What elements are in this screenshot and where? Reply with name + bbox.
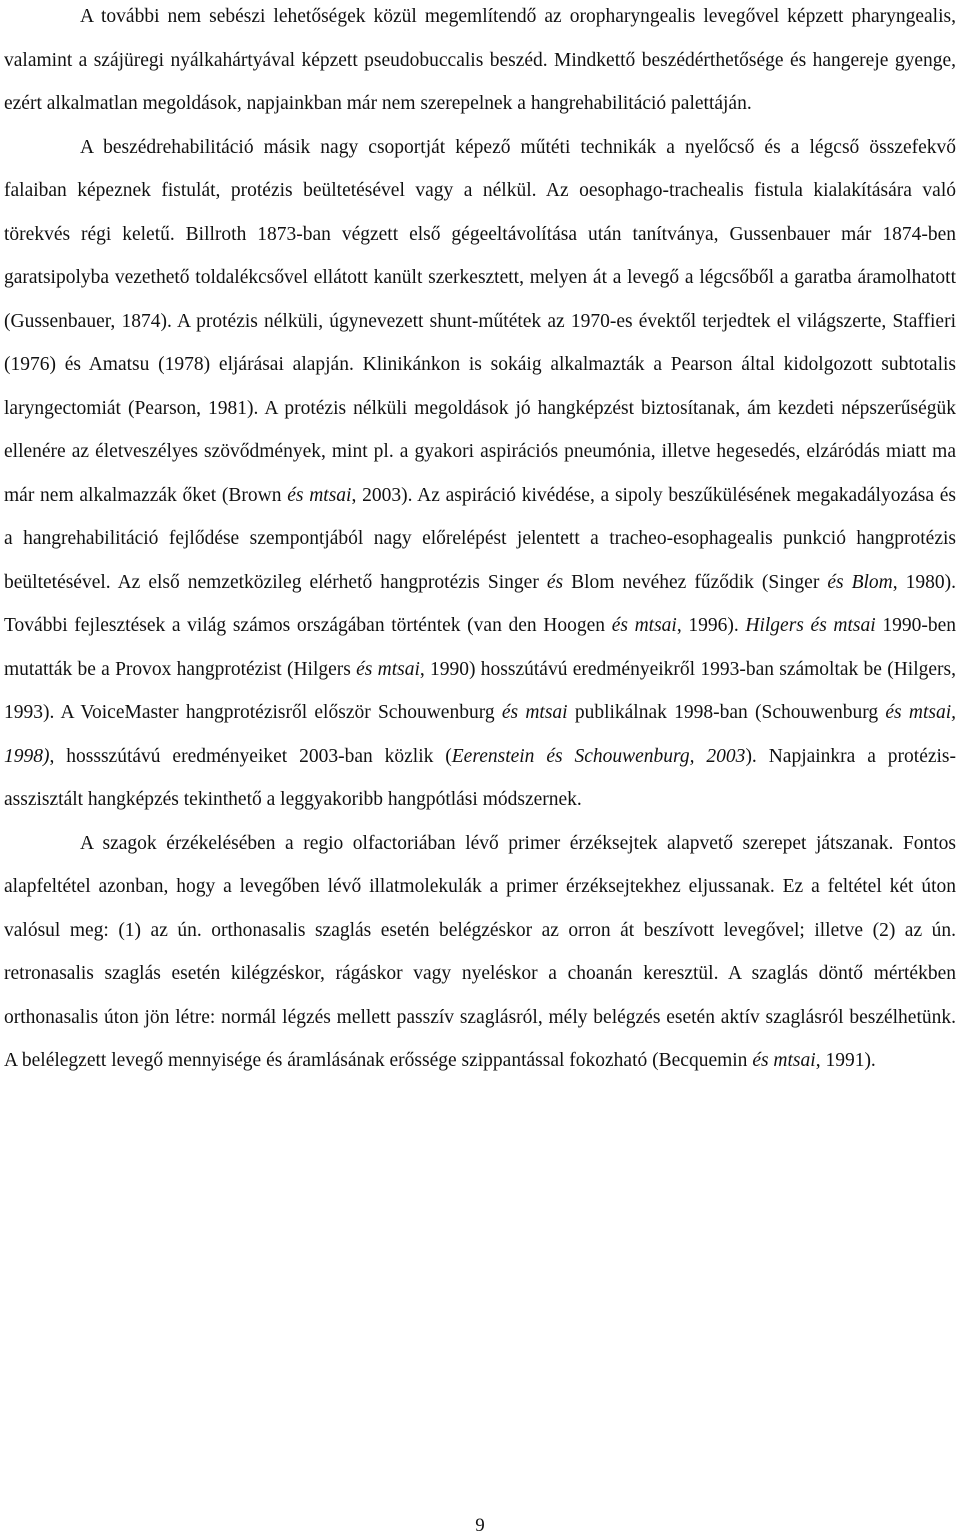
body-text [4,0,956,1083]
text-run: , hossszútávú eredményeiket 2003-ban közlik ( [49,745,452,767]
italic-citation: Hilgers és mtsai [745,615,876,636]
text-run: A beszédrehabilitáció másik nagy csoportját képező műtéti technikák a nyelőcső és a légcső összefekvő falaiban képeznek fistulát, protézis beültetésével vagy a nélkül. Az oesophago-trachealis fistula kialakítására való törekvés régi keletű. Billroth 1873-ban végzett első gégeeltávolítása után tanítványa, Gussenbauer már 1874-ben garatsipolyba vezethető toldalékcsővel ellátott kanült szerkesztett, melyen át a levegő a légcsőből a garatba áramolhatott (Gussenbauer, 1874). A protézis nélküli, úgynevezett shunt-műtétek az 1970-es évektől terjedtek el világszerte, Staffieri (1976) és Amatsu (1978) eljárásai alapján. Klinikánkon is sokáig alkalmazták a Pearson által kidolgozott subtotalis laryngectomiát (Pearson, 1981). A protézis nélküli megoldások jó hangképzést biztosítanak, ám kezdeti népszerűségük ellenére az életveszélyes szövődmények, mint pl. a gyakori aspirációs pneumónia, illetve hegesedés, elzáródás miatt ma már nem alkalmazzák őket (Brown [4,136,956,506]
italic-citation: és mtsai, 1998) [4,702,957,767]
italic-citation: és Blom [827,571,893,593]
text-run: , 1980). További fejlesztések a világ számos országában történtek (van den Hoogen [4,571,957,636]
text-run: A szagok érzékelésében a regio olfactoriában lévő primer érzéksejtek alapvető szerepet játszanak. Fontos alapfeltétel azonban, hogy a levegőben lévő illatmolekulák a primer érzéksejtekhez eljussanak. Ez a feltétel két úton valósul meg: (1) az ún. orthonasalis szaglás esetén belégzéskor az orron át beszívott levegővel; illetve (2) az ún. retronasalis szaglás esetén kilégzéskor, rágáskor vagy nyeléskor a choanán keresztül. A szaglás döntő mértékben orthonasalis úton jön létre: normál légzés mellett passzív szaglásról, mély belégzés esetén aktív szaglásról beszélhetünk. A belélegzett levegő mennyisége és áramlásának erőssége szippantással fokozható (Becquemin [4,832,956,1071]
italic-citation: és mtsai [356,658,420,680]
paragraph-3 [4,822,956,1083]
italic-citation: és mtsai [501,702,568,723]
italic-citation: és [546,571,564,593]
text-run: publikálnak 1998-ban (Schouwenburg [567,702,886,723]
text-run: , 1990) hosszútávú eredményeikről 1993-ban számoltak be (Hilgers, 1993). A VoiceMaster hangprotézisről először Schouwenburg [4,658,956,723]
page-number: 9 [475,1515,485,1536]
paragraph-2 [4,126,956,822]
paragraph-1 [4,0,956,126]
italic-citation: és mtsai [752,1050,816,1071]
document-page [4,0,956,1537]
text-run: A további nem sebészi lehetőségek közül megemlítendő az oropharyngealis levegővel képzett pharyngealis, valamint a szájüregi nyálkahártyával képzett pseudobuccalis beszéd. Mindkettő beszédérthetősége és hangereje gyenge, ezért alkalmatlan megoldások, napjainkban már nem szerepelnek a hangrehabilitáció palettáján. [4,6,956,114]
text-run: ). Napjainkra a protézis-asszisztált hangképzés tekinthető a leggyakoribb hangpótlási módszernek. [4,745,957,810]
text-run: , 1991). [815,1050,876,1071]
text-run: , 2003). Az aspiráció kivédése, a sipoly beszűkülésének megakadályozása és a hangrehabilitáció fejlődése szempontjából nagy előrelépést jelentett a tracheo-esophagealis punkció hangprotézis beültetésével. Az első nemzetközileg elérhető hangprotézis Singer [4,484,956,593]
text-run: , 1996). [676,615,746,636]
italic-citation: és mtsai [287,484,352,506]
text-run: 1990-ben mutatták be a Provox hangprotézist (Hilgers [4,615,957,680]
text-run: Blom nevéhez fűződik (Singer [563,571,828,593]
italic-citation: Eerenstein és Schouwenburg, 2003 [451,745,746,767]
italic-citation: és mtsai [611,615,677,636]
